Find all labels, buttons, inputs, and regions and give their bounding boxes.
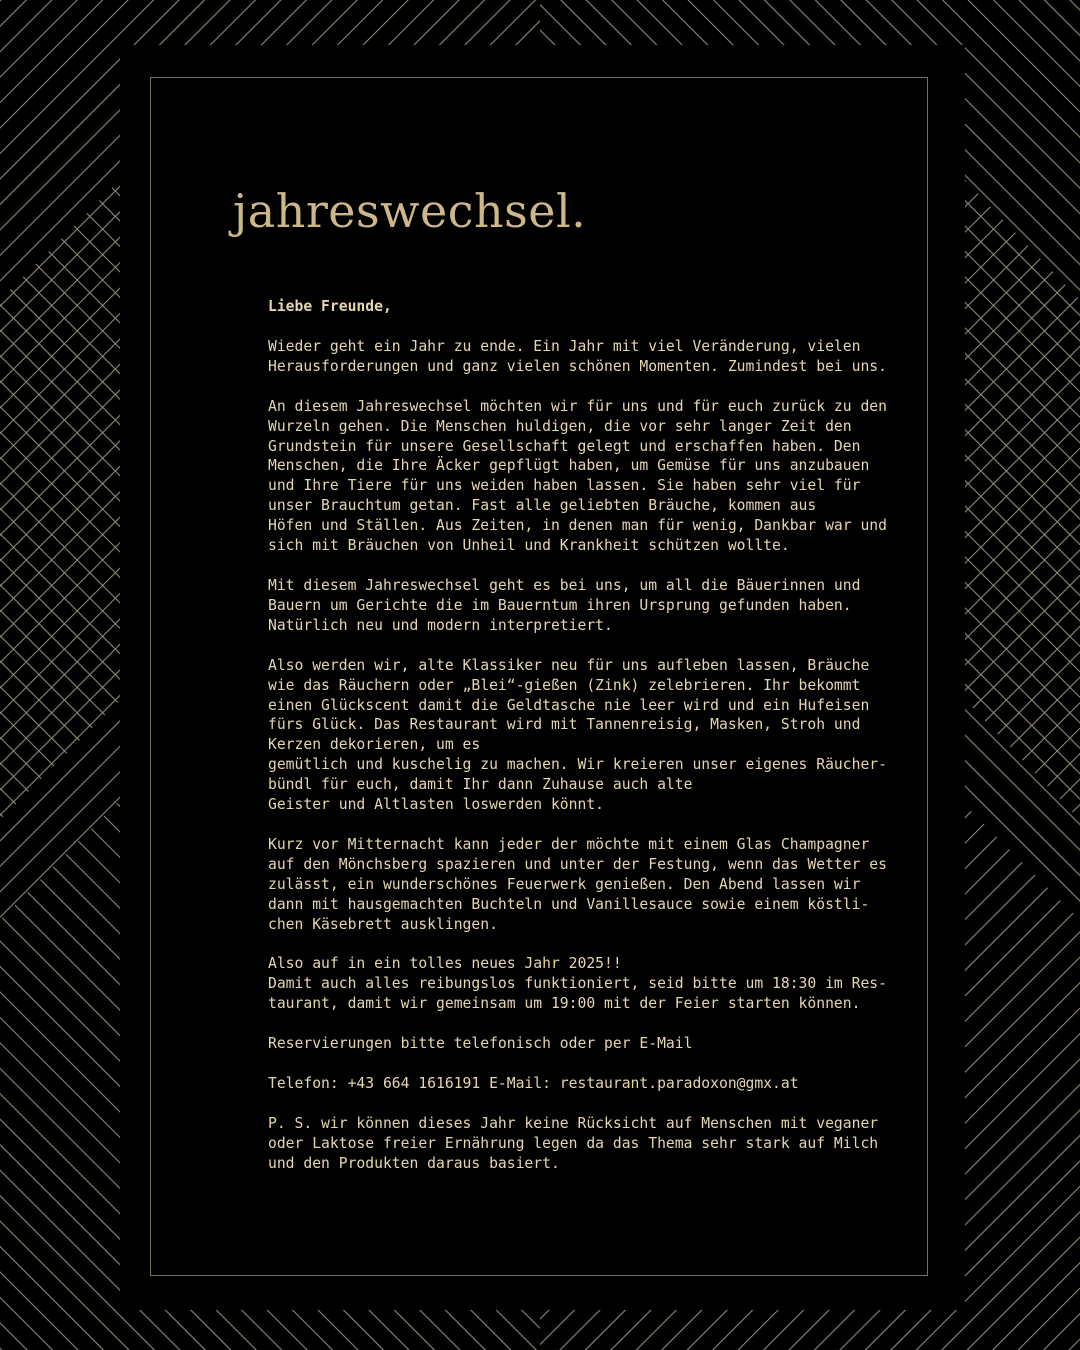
letter-paragraph: Mit diesem Jahreswechsel geht es bei uns, um all die Bäuerinnen und Bauern um Gerichte die im Bauerntum ihren Ursprung gefunden haben. Natürlich neu und modern interpretiert. [268,576,861,634]
letter-body [268,297,908,1194]
letter-paragraph: Kurz vor Mitternacht kann jeder der möchte mit einem Glas Champagner auf den Mönchsberg spazieren und unter der Festung, wenn das Wetter es zulässt, ein wunderschönes Feuerwerk genießen. Den Abend lassen wir dann mit hausgemachten Buchteln und Vanillesauce sowie einem köstli- chen Käsebrett ausklingen. [268,835,887,933]
postscript: P. S. wir können dieses Jahr keine Rücksicht auf Menschen mit veganer oder Laktose freier Ernährung legen da das Thema sehr stark auf Milch und den Produkten daraus basiert. [268,1115,879,1172]
contact-line: Telefon: +43 664 1616191 E-Mail: restaurant.paradoxon@gmx.at [268,1075,799,1093]
letter-paragraph: Wieder geht ein Jahr zu ende. Ein Jahr mit viel Veränderung, vielen Herausforderungen und ganz vielen schönen Momenten. Zumindest bei uns. [268,337,887,375]
letter-paragraph: An diesem Jahreswechsel möchten wir für uns und für euch zurück zu den Wurzeln gehen. Die Menschen huldigen, die vor sehr langer Zeit den Grundstein für unsere Gesellschaft gelegt und erschaffen haben. Den Menschen, die Ihre Äcker gepflügt haben, um Gemüse für uns anzubauen und Ihre Tiere für uns weiden haben lassen. Sie haben sehr viel für unser Brauchtum getan. Fast alle geliebten Bräuche, kommen aus Höfen und Ställen. Aus Zeiten, in denen man für wenig, Dankbar war und sich mit Bräuchen von Unheil und Krankheit schützen wollte. [268,397,887,555]
letter-paragraph: Also auf in ein tolles neues Jahr 2025!! Damit auch alles reibungslos funktioniert, seid bitte um 18:30 im Res- taurant, damit wir gemeinsam um 19:00 mit der Feier starten können. [268,955,887,1013]
letter-paragraph: Also werden wir, alte Klassiker neu für uns aufleben lassen, Bräuche wie das Räuchern oder „Blei“-gießen (Zink) zelebrieren. Ihr bekommt einen Glückscent damit die Geldtasche nie leer wird und ein Hufeisen fürs Glück. Das Restaurant wird mit Tannenreisig, Masken, Stroh und Kerzen dekorieren, um es gemütlich und kuschelig zu machen. Wir kreieren unser eigenes Räucher- bündl für euch, damit Ihr dann Zuhause auch alte Geister und Altlasten loswerden könnt. [268,656,887,814]
reservation-note: Reservierungen bitte telefonisch oder per E-Mail [268,1035,693,1053]
letter-greeting: Liebe Freunde, [268,298,392,315]
page-title: jahreswechsel. [233,184,587,238]
